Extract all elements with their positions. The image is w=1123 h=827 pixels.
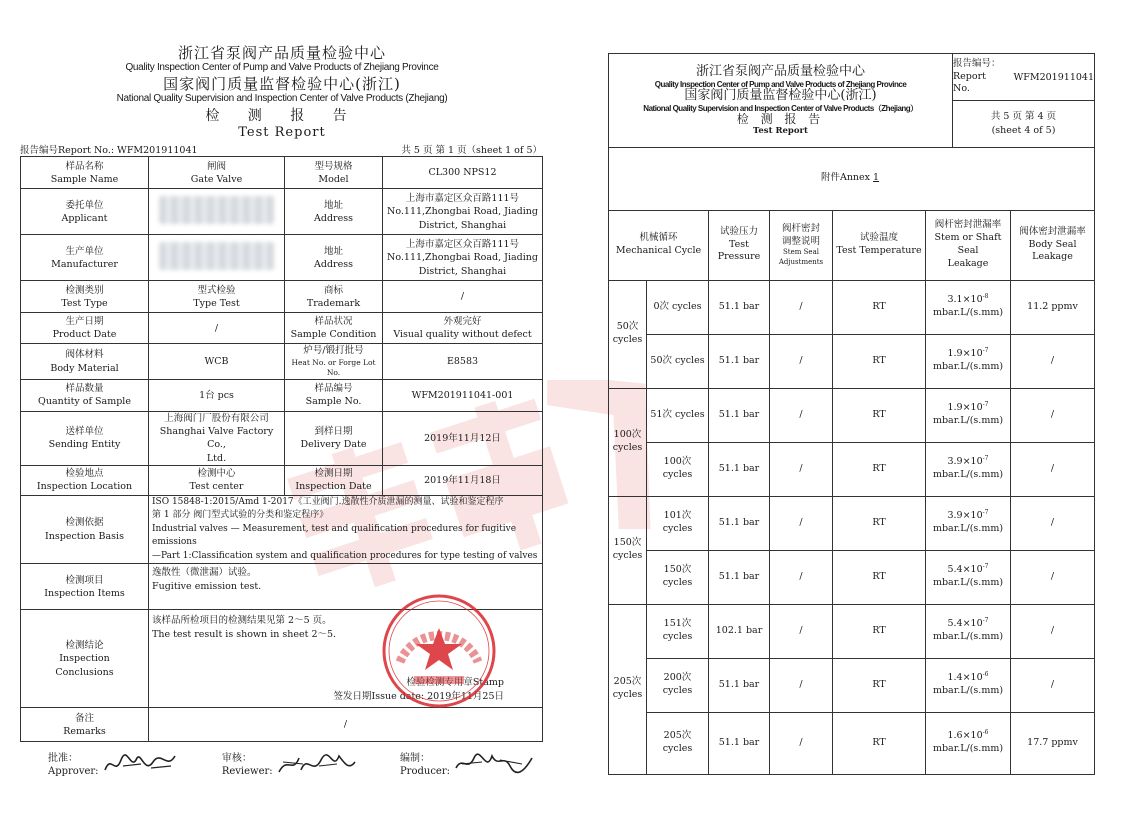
cell-adjust: / [770,658,833,712]
table-row [21,235,543,281]
cell-adjust: / [770,712,833,774]
redacted-applicant [159,196,274,224]
annex-number: 1 [873,172,880,184]
fugitive-emission-results-table [608,148,1095,775]
table-row [21,495,543,564]
label-sample-no-en: Sample No. [305,396,362,408]
cell-stem-leak [926,388,1011,442]
report-number-line [20,142,544,156]
leak-unit: mbar.L/(s.mm) [932,631,1004,642]
cell-cycle: 0次 cycles [647,280,709,334]
table-row [21,281,543,313]
col-body-leak-en: Body Seal Leakage [1028,238,1077,263]
inspection-location-cn: 检测中心 [197,468,236,480]
cell-cycle: 100次 cycles [647,442,709,496]
leak-exponent: -6 [982,671,989,679]
table-row [21,379,543,411]
cell-body-leak: / [1011,550,1095,604]
label-conclusion-en2: Conclusions [55,666,114,678]
sheet-cn: 共 5 页 第 4 页 [990,110,1057,122]
leak-exponent: -8 [982,293,989,301]
cell-adjust: / [770,388,833,442]
producer-label-en: Producer: [399,766,450,778]
cell-cycle: 151次 cycles [647,604,709,658]
col-pressure-en: Test Pressure [717,238,761,263]
cycle-group-cn: 50次 [616,321,639,333]
table-row [609,442,1095,496]
delivery-date-value: 2019年11月12日 [383,411,543,465]
sending-entity-en: Shanghai Valve Factory Co., [159,425,274,451]
cell-pressure: 51.1 bar [709,334,770,388]
cycle-group-en: cycles [612,689,643,700]
label-trademark-en: Trademark [306,297,361,309]
report-title-cn: 检 测 报 告 [736,111,825,126]
applicant-address-cn: 上海市嘉定区众百路111号 [405,192,520,204]
items-cn: 逸散性（微泄漏）试验。 [152,567,257,579]
product-date-value: / [149,313,285,344]
reviewer-signature [222,750,357,778]
basis-line-2: 第 1 部分 阀门型式试验的分类和鉴定程序》 [152,510,329,521]
leak-unit: mbar.L/(s.mm) [932,577,1004,588]
table-row [21,344,543,379]
label-product-date-cn: 生产日期 [65,316,104,328]
result-rows [609,280,1095,774]
label-address-en: Address [314,258,353,270]
leak-mantissa: 5.4×10 [947,564,983,576]
leak-unit: mbar.L/(s.mm) [932,415,1004,426]
col-body-leak-cn: 阀体密封泄漏率 [1019,225,1086,237]
leak-exponent: -7 [982,563,989,571]
cell-stem-leak [926,712,1011,774]
leak-mantissa: 3.1×10 [947,294,983,306]
col-temp-en: Test Temperature [836,245,922,256]
sample-condition-en: Visual quality without defect [393,329,532,341]
cell-cycle: 205次 cycles [647,712,709,774]
label-product-date-en: Product Date [52,329,117,341]
col-cycle-cn: 机械循环 [639,232,678,244]
table-row [609,210,1095,280]
label-quantity-cn: 样品数量 [65,382,104,394]
cell-adjust: / [770,442,833,496]
cell-cycle: 51次 cycles [647,388,709,442]
label-remarks-en: Remarks [63,725,106,737]
label-inspection-location-en: Inspection Location [36,481,133,493]
approver-label-en: Approver: [48,766,99,778]
cycle-group [609,388,647,496]
col-pressure-cn: 试验压力 [719,225,758,237]
sending-entity-en2: Ltd. [206,452,227,464]
label-basis-cn: 检测依据 [65,517,104,529]
cell-body-leak: / [1011,604,1095,658]
leak-unit: mbar.L/(s.mm) [932,743,1004,754]
label-conclusion-cn: 检测结论 [65,639,104,651]
col-stem-leak-en1: Stem or Shaft Seal [934,232,1002,256]
issue-date: 签发日期Issue date: 2019年11月25日 [333,691,504,703]
conclusion-en: The test result is shown in sheet 2～5. [152,628,337,640]
table-row [21,411,543,465]
model-value: CL300 NPS12 [383,157,543,189]
label-heat-no-cn: 炉号/锻打批号 [303,345,364,357]
table-row [21,157,543,189]
cell-pressure: 51.1 bar [709,442,770,496]
approver-signature [48,750,179,778]
report-no-label-cn: 报告编号： [953,58,1001,70]
report-cover-sheet [20,44,544,778]
annex-header-table [608,53,1095,148]
cycle-group-en: cycles [612,334,643,345]
cell-temp: RT [833,388,926,442]
basis-line-3: Industrial valves — Measurement, test and qualification procedures for fugitive emissions [152,523,517,548]
col-adjust-en2: Adjustments [778,257,824,266]
basis-line-4: —Part 1:Classification system and qualification procedures for type testing of valves [152,550,538,561]
center-name-en: Quality Inspection Center of Pump and Valve Products of Zhejiang Province [654,79,907,89]
cell-temp: RT [833,712,926,774]
manufacturer-address-en: No.111,Zhongbai Road, Jiading [387,252,538,264]
col-adjust-cn1: 阀杆密封 [781,222,820,234]
label-applicant-en: Applicant [61,212,108,224]
table-row [609,712,1095,774]
remarks-value: / [149,708,543,742]
cell-temp: RT [833,658,926,712]
label-conclusion-en: Inspection [59,653,110,665]
cell-adjust: / [770,604,833,658]
label-address-cn: 地址 [323,199,343,211]
redacted-manufacturer [159,242,274,270]
cell-temp: RT [833,604,926,658]
label-inspection-date-en: Inspection Date [295,481,372,493]
sample-name-cn: 闸阀 [206,160,226,172]
items-en: Fugitive emission test. [152,580,262,592]
report-title-cn: 检 测 报 告 [205,108,359,124]
applicant-address-en2: District, Shanghai [418,219,507,231]
label-inspection-date-cn: 检测日期 [314,468,353,480]
label-body-material-en: Body Material [50,362,119,374]
label-test-type-en: Test Type [61,297,108,309]
producer-label-cn: 编制： [399,753,430,765]
test-type-en: Type Test [193,297,240,309]
label-heat-no-en: Heat No. or Forge Lot No. [291,357,376,378]
cell-stem-leak [926,604,1011,658]
body-material-value: WCB [149,344,285,379]
table-row [609,550,1095,604]
label-manufacturer-en: Manufacturer [51,258,118,270]
label-basis-en: Inspection Basis [45,530,124,542]
sample-no-value: WFM201911041-001 [383,379,543,411]
leak-unit: mbar.L/(s.mm) [932,307,1004,318]
sample-name-en: Gate Valve [190,173,243,185]
leak-exponent: -7 [982,347,989,355]
label-items-en: Inspection Items [44,587,125,599]
cell-temp: RT [833,442,926,496]
stamp-label: 检验检测专用章Stamp [406,677,504,689]
report-no-value: WFM201911041 [1013,71,1094,83]
label-sending-entity-en: Sending Entity [48,439,121,451]
annex-label: 附件Annex [820,172,871,184]
label-items-cn: 检测项目 [65,574,104,586]
label-body-material-cn: 阀体材料 [65,349,104,361]
label-address-cn: 地址 [323,245,343,257]
col-stem-leak-cn: 阀杆密封泄漏率 [934,219,1002,231]
producer-signature [400,750,534,778]
label-sample-condition-cn: 样品状况 [314,316,353,328]
national-center-cn: 国家阀门质量监督检验中心(浙江) [163,75,401,93]
label-delivery-date-cn: 到样日期 [314,425,353,437]
inspection-location-en: Test center [189,481,244,493]
table-row [609,658,1095,712]
leak-unit: mbar.L/(s.mm) [932,523,1004,534]
table-row [21,708,543,742]
label-sample-name-cn: 样品名称 [65,160,104,172]
table-row [609,148,1095,210]
heat-no-value: E8583 [383,344,543,379]
sample-condition-cn: 外观完好 [443,316,482,328]
leak-exponent: -7 [982,455,989,463]
cell-body-leak: 17.7 ppmv [1011,712,1095,774]
manufacturer-address-en2: District, Shanghai [418,265,507,277]
label-sending-entity-cn: 送样单位 [65,425,104,437]
label-model-en: Model [318,173,349,185]
approver-label-cn: 批准： [48,753,78,765]
cell-adjust: / [770,280,833,334]
table-row [609,604,1095,658]
cell-body-leak: / [1011,334,1095,388]
col-cycle-en: Mechanical Cycle [615,245,702,256]
label-delivery-date-en: Delivery Date [300,439,367,451]
center-name-en: Quality Inspection Center of Pump and Valve Products of Zhejiang Province [125,62,439,73]
label-inspection-location-cn: 检验地点 [65,468,104,480]
cycle-group [609,280,647,388]
cell-stem-leak [926,280,1011,334]
cell-adjust: / [770,496,833,550]
cell-cycle: 101次 cycles [647,496,709,550]
leak-unit: mbar.L/(s.mm) [932,685,1004,696]
cell-pressure: 51.1 bar [709,712,770,774]
leak-unit: mbar.L/(s.mm) [932,469,1004,480]
report-title-en: Test Report [753,125,808,136]
cell-temp: RT [833,334,926,388]
label-trademark-cn: 商标 [323,284,343,296]
handwritten-signature-icon [101,750,179,778]
handwritten-signature-icon [275,750,357,778]
table-row [609,334,1095,388]
leak-unit: mbar.L/(s.mm) [932,361,1004,372]
label-manufacturer-cn: 生产单位 [65,245,104,257]
leak-mantissa: 3.9×10 [947,510,983,522]
label-sample-condition-en: Sample Condition [290,329,377,341]
sheet-info: 共 5 页 第 1 页（sheet 1 of 5） [401,145,542,157]
table-row [609,388,1095,442]
label-sample-name-en: Sample Name [50,173,119,185]
cell-temp: RT [833,550,926,604]
table-row [21,189,543,235]
cycle-group-cn: 100次 [613,429,642,441]
cell-cycle: 200次 cycles [647,658,709,712]
national-center-en: National Quality Supervision and Inspection Center of Valve Products（Zhejiang） [643,103,918,113]
table-row [609,496,1095,550]
table-row [21,564,543,610]
report-no-label-en: Report No. [953,70,986,95]
leak-exponent: -7 [982,401,989,409]
table-row [609,280,1095,334]
cell-stem-leak [926,334,1011,388]
trademark-value: / [383,281,543,313]
reviewer-label-en: Reviewer: [221,766,273,778]
cell-pressure: 51.1 bar [709,658,770,712]
cell-pressure: 51.1 bar [709,550,770,604]
col-adjust-cn2: 调整说明 [781,235,820,247]
test-type-cn: 型式检验 [197,284,236,296]
handwritten-signature-icon [452,750,534,778]
table-row [21,610,543,708]
cell-pressure: 51.1 bar [709,280,770,334]
cell-cycle: 50次 cycles [647,334,709,388]
cell-pressure: 102.1 bar [709,604,770,658]
signature-row [20,750,544,778]
sending-entity-cn: 上海阀门厂股份有限公司 [164,412,269,424]
cell-stem-leak [926,442,1011,496]
conclusion-cn: 该样品所检项目的检测结果见第 2～5 页。 [152,615,332,627]
col-temp-cn: 试验温度 [859,232,898,244]
leak-mantissa: 1.9×10 [947,348,983,360]
center-name-cn: 浙江省泵阀产品质量检验中心 [695,63,865,79]
leak-mantissa: 1.6×10 [947,730,983,742]
col-adjust-en1: Stem Seal [783,248,819,257]
leak-mantissa: 1.4×10 [947,672,983,684]
leak-mantissa: 1.9×10 [947,402,983,414]
cell-body-leak: / [1011,496,1095,550]
report-number: 报告编号Report No.: WFM201911041 [20,145,198,157]
cell-adjust: / [770,334,833,388]
center-name-cn: 浙江省泵阀产品质量检验中心 [177,44,386,62]
cycle-group-cn: 205次 [613,676,642,688]
cell-adjust: / [770,550,833,604]
cell-stem-leak [926,658,1011,712]
cycle-group-en: cycles [612,442,643,453]
label-sample-no-cn: 样品编号 [314,382,353,394]
table-row [21,313,543,344]
cycle-group [609,496,647,604]
cell-cycle: 150次 cycles [647,550,709,604]
leak-exponent: -7 [982,617,989,625]
cell-temp: RT [833,496,926,550]
cell-body-leak: / [1011,442,1095,496]
cell-pressure: 51.1 bar [709,388,770,442]
label-applicant-cn: 委托单位 [65,199,104,211]
basis-line-1: ISO 15848-1:2015/Amd 1-2017《工业阀门.逸散性介质泄漏的测量、试验和鉴定程序 [152,496,504,507]
applicant-address-en: No.111,Zhongbai Road, Jiading [387,206,538,218]
label-quantity-en: Quantity of Sample [38,396,131,408]
cell-body-leak: 11.2 ppmv [1011,280,1095,334]
cell-body-leak: / [1011,388,1095,442]
reviewer-label-cn: 审核： [221,753,252,765]
leak-exponent: -6 [982,729,989,737]
quantity-value: 1台 pcs [149,379,285,411]
manufacturer-address-cn: 上海市嘉定区众百路111号 [405,238,520,250]
table-row [21,465,543,495]
report-title-en: Test Report [238,124,326,140]
cell-temp: RT [833,280,926,334]
cell-pressure: 51.1 bar [709,496,770,550]
national-center-cn: 国家阀门质量监督检验中心(浙江) [684,87,877,103]
label-model-cn: 型号规格 [314,160,353,172]
report-info-table [20,156,543,742]
leak-mantissa: 5.4×10 [947,618,983,630]
cell-stem-leak [926,496,1011,550]
label-test-type-cn: 检测类别 [65,284,104,296]
leak-exponent: -7 [982,509,989,517]
inspection-date-value: 2019年11月18日 [383,465,543,495]
report-header [20,44,544,140]
sheet-en: (sheet 4 of 5) [991,125,1056,136]
leak-mantissa: 3.9×10 [947,456,983,468]
cycle-group [609,604,647,774]
cycle-group-cn: 150次 [613,537,642,549]
table-row [609,54,1095,101]
col-stem-leak-en2: Leakage [947,257,989,269]
national-center-en: National Quality Supervision and Inspection Center of Valve Products (Zhejiang) [116,93,448,104]
cycle-group-en: cycles [612,550,643,561]
annex-results-sheet [608,53,1094,775]
label-address-en: Address [314,212,353,224]
cell-body-leak: / [1011,658,1095,712]
label-remarks-cn: 备注 [74,712,94,724]
cell-stem-leak [926,550,1011,604]
